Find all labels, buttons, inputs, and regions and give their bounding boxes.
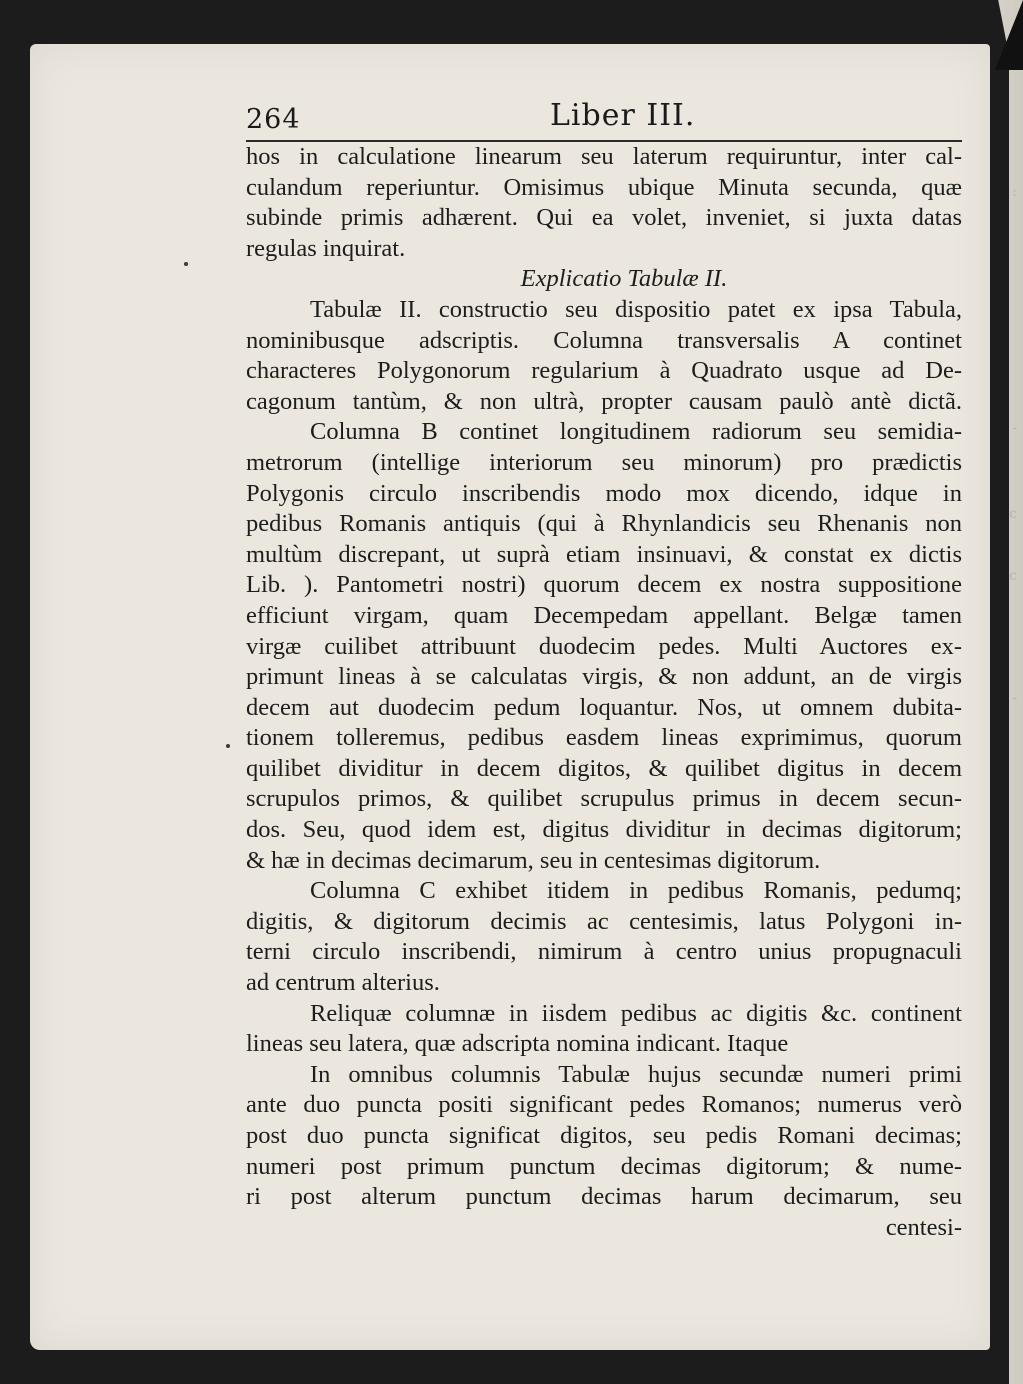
- catchword: centesi-: [885, 1213, 962, 1241]
- text-line: regulas inquirat.: [246, 234, 406, 262]
- text-line: digitis, & digitorum decimis ac centesimis, latus Polygoni in-: [246, 907, 962, 935]
- ink-speck: [226, 744, 230, 748]
- section-heading: Explicatio Tabulæ II.: [520, 265, 728, 293]
- text-line: quilibet dividitur in decem digitos, & quilibet digitus in decem: [246, 754, 962, 782]
- text-line: Polygonis circulo inscribendis modo mox dicendo, idque in: [246, 479, 962, 507]
- text-line: ri post alterum punctum decimas harum decimarum, seu: [246, 1183, 962, 1211]
- text-line: nominibusque adscriptis. Columna transversalis A continet: [246, 326, 962, 354]
- text-line: ad centrum alterius.: [246, 969, 440, 997]
- text-line: efficiunt virgam, quam Decempedam appellant. Belgæ tamen: [246, 601, 962, 629]
- text-line: tionem tolleremus, pedibus easdem lineas exprimimus, quorum: [246, 724, 962, 752]
- text-line: Tabulæ II. constructio seu dispositio patet ex ipsa Tabula,: [310, 295, 962, 323]
- text-line: virgæ cuilibet attribuunt duodecim pedes. Multi Auctores ex-: [246, 632, 962, 660]
- text-line: scrupulos primos, & quilibet scrupulus primus in decem secun-: [246, 785, 962, 813]
- text-line: ante duo puncta positi significant pedes Romanos; numerus verò: [246, 1091, 962, 1119]
- bleed-through-mark: -: [1012, 420, 1017, 436]
- text-line: Reliquæ columnæ in iisdem pedibus ac digitis &c. continent: [310, 999, 962, 1027]
- page-header: [246, 98, 962, 138]
- text-line: characteres Polygonorum regularium à Quadrato usque ad De-: [246, 357, 962, 385]
- text-line: numeri post primum punctum decimas digitorum; & nume-: [246, 1152, 962, 1180]
- text-line: In omnibus columnis Tabulæ hujus secundæ numeri primi: [310, 1060, 962, 1088]
- text-line: lineas seu latera, quæ adscripta nomina indicant. Itaque: [246, 1030, 789, 1058]
- text-line: pedibus Romanis antiquis (qui à Rhynlandicis seu Rhenanis non: [246, 510, 962, 538]
- ink-speck: [184, 262, 188, 266]
- text-line: cagonum tantùm, & non ultrà, propter causam paulò antè dictã.: [246, 387, 962, 415]
- text-line: hos in calculatione linearum seu laterum requiruntur, inter cal-: [246, 143, 962, 170]
- text-line: Columna C exhibet itidem in pedibus Romanis, pedumq;: [310, 877, 962, 905]
- text-line: Lib. ). Pantometri nostri) quorum decem ex nostra suppositione: [246, 571, 962, 599]
- bleed-through-mark: -: [1012, 690, 1017, 706]
- text-line: metrorum (intellige interiorum seu minorum) pro prædictis: [246, 448, 962, 476]
- bleed-through-mark: :: [1012, 184, 1017, 200]
- bleed-through-mark: c: [1009, 568, 1017, 584]
- text-line: dos. Seu, quod idem est, digitus dividitur in decimas digitorum;: [246, 816, 962, 844]
- running-title: Liber III.: [550, 98, 696, 133]
- text-line: primunt lineas à se calculatas virgis, & non addunt, an de virgis: [246, 663, 962, 691]
- page-number: 264: [246, 104, 301, 135]
- text-line: terni circulo inscribendi, nimirum à centro unius propugnaculi: [246, 938, 962, 966]
- bleed-through-mark: c: [1009, 506, 1017, 522]
- text-line: & hæ in decimas decimarum, seu in centesimas digitorum.: [246, 846, 821, 874]
- text-line: Columna B continet longitudinem radiorum seu semidia-: [310, 418, 962, 446]
- text-line: multùm discrepant, ut suprà etiam insinuavi, & constat ex dictis: [246, 540, 962, 568]
- facing-page-edge: [985, 0, 1023, 1384]
- text-line: decem aut duodecim pedum loquantur. Nos, ut omnem dubita-: [246, 693, 962, 721]
- text-line: post duo puncta significat digitos, seu pedis Romani decimas;: [246, 1122, 962, 1149]
- text-line: culandum reperiuntur. Omisimus ubique Minuta secunda, quæ: [246, 173, 962, 201]
- body-text: [246, 142, 962, 1243]
- text-line: subinde primis adhærent. Qui ea volet, inveniet, si juxta datas: [246, 204, 962, 232]
